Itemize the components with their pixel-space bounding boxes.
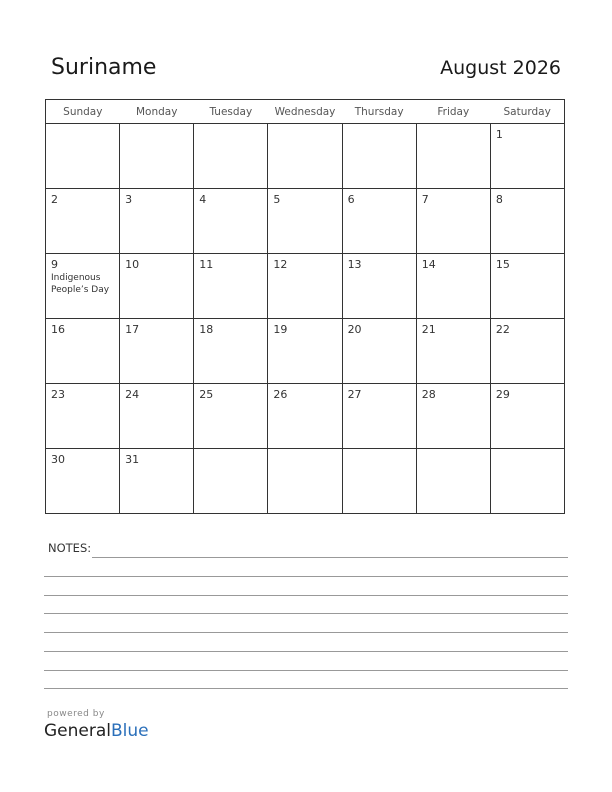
calendar-week-row	[46, 254, 565, 319]
day-number: 7	[421, 193, 429, 206]
day-number: 9	[51, 258, 58, 271]
calendar-day-cell	[120, 449, 194, 514]
notes-line	[92, 557, 568, 558]
day-cell-content	[46, 124, 119, 188]
day-cell-content	[268, 124, 341, 188]
weekday-sunday: Sunday	[46, 100, 120, 124]
calendar-day-cell	[490, 254, 564, 319]
calendar-day-cell	[46, 319, 120, 384]
calendar-day-cell	[194, 319, 268, 384]
brand-blue: Blue	[111, 721, 149, 741]
notes-line	[44, 576, 568, 577]
notes-line	[44, 688, 568, 689]
calendar-day-cell	[120, 189, 194, 254]
weekday-tuesday: Tuesday	[194, 100, 268, 124]
calendar-day-cell	[46, 384, 120, 449]
day-cell-content	[194, 124, 267, 188]
day-cell-content	[268, 319, 341, 383]
calendar-week-row	[46, 124, 565, 189]
day-cell-content	[343, 189, 416, 253]
calendar-day-cell	[194, 384, 268, 449]
calendar-day-cell	[46, 189, 120, 254]
day-cell-content	[268, 254, 341, 318]
calendar-day-cell	[416, 124, 490, 189]
day-cell-content	[194, 449, 267, 513]
weekday-thursday: Thursday	[342, 100, 416, 124]
calendar-day-cell	[342, 254, 416, 319]
calendar-day-cell	[268, 189, 342, 254]
day-cell-content	[491, 189, 564, 253]
day-cell-content	[343, 124, 416, 188]
powered-by-text: powered by	[47, 709, 105, 719]
notes-label: NOTES:	[48, 541, 92, 555]
calendar-day-cell	[194, 189, 268, 254]
day-number: 11	[199, 258, 214, 271]
day-number: 26	[273, 388, 288, 401]
day-number: 20	[347, 323, 362, 336]
notes-line	[44, 595, 568, 596]
brand-logo[interactable]	[44, 721, 149, 741]
calendar-day-cell	[342, 384, 416, 449]
day-number: 28	[421, 388, 436, 401]
day-number: 16	[51, 323, 65, 336]
calendar-day-cell	[490, 449, 564, 514]
calendar-day-cell	[416, 254, 490, 319]
day-number: 12	[273, 258, 288, 271]
day-number: 17	[125, 323, 140, 336]
day-number: 13	[347, 258, 362, 271]
day-number: 5	[273, 193, 281, 206]
calendar-day-cell	[268, 319, 342, 384]
brand-general: General	[44, 721, 111, 741]
calendar-day-cell	[268, 124, 342, 189]
day-cell-content	[343, 319, 416, 383]
day-cell-content	[491, 254, 564, 318]
calendar-body	[46, 124, 565, 514]
calendar-day-cell	[46, 124, 120, 189]
notes-line	[44, 670, 568, 671]
calendar-day-cell	[490, 384, 564, 449]
calendar-day-cell	[268, 449, 342, 514]
calendar-day-cell	[194, 254, 268, 319]
calendar-day-cell	[490, 189, 564, 254]
calendar-week-row	[46, 449, 565, 514]
day-number: 27	[347, 388, 362, 401]
day-cell-content	[120, 319, 193, 383]
day-cell-content	[46, 189, 119, 253]
day-cell-content	[417, 189, 490, 253]
calendar-day-cell	[194, 449, 268, 514]
day-number: 3	[125, 193, 133, 206]
day-number: 10	[125, 258, 140, 271]
day-number: 4	[199, 193, 207, 206]
day-cell-content	[120, 189, 193, 253]
day-cell-content	[46, 449, 119, 513]
calendar-day-cell	[342, 319, 416, 384]
day-cell-content	[343, 384, 416, 448]
calendar-day-cell	[342, 189, 416, 254]
day-cell-content	[343, 449, 416, 513]
calendar-day-cell	[46, 449, 120, 514]
calendar-day-cell	[342, 449, 416, 514]
calendar-day-cell	[416, 384, 490, 449]
holiday-label: Indigenous People’s Day	[51, 273, 110, 295]
day-number: 1	[495, 128, 503, 141]
day-cell-content	[417, 254, 490, 318]
day-number: 18	[199, 323, 214, 336]
weekday-wednesday: Wednesday	[268, 100, 342, 124]
calendar-week-row	[46, 384, 565, 449]
notes-line	[44, 632, 568, 633]
day-cell-content	[46, 384, 119, 448]
day-number: 30	[51, 453, 65, 466]
calendar-day-cell	[416, 319, 490, 384]
day-cell-content	[120, 384, 193, 448]
day-number: 8	[495, 193, 503, 206]
weekday-monday: Monday	[120, 100, 194, 124]
notes-line	[44, 613, 568, 614]
day-number: 21	[421, 323, 436, 336]
calendar-day-cell	[194, 124, 268, 189]
day-cell-content	[343, 254, 416, 318]
day-cell-content	[194, 254, 267, 318]
day-cell-content	[194, 384, 267, 448]
day-cell-content	[120, 124, 193, 188]
day-cell-content	[417, 124, 490, 188]
day-cell-content	[120, 449, 193, 513]
day-cell-content	[194, 319, 267, 383]
calendar-day-cell	[416, 189, 490, 254]
day-number: 19	[273, 323, 288, 336]
day-cell-content	[46, 319, 119, 383]
day-cell-content	[194, 189, 267, 253]
day-cell-content	[491, 124, 564, 188]
calendar-day-cell	[120, 319, 194, 384]
day-cell-content	[491, 449, 564, 513]
day-number: 23	[51, 388, 65, 401]
day-cell-content	[46, 254, 119, 318]
day-cell-content	[417, 319, 490, 383]
day-cell-content	[268, 449, 341, 513]
day-cell-content	[268, 384, 341, 448]
calendar-day-cell	[490, 319, 564, 384]
calendar-day-cell	[46, 254, 120, 319]
calendar-day-cell	[120, 254, 194, 319]
calendar-week-row	[46, 319, 565, 384]
notes-line	[44, 651, 568, 652]
calendar-grid	[45, 99, 565, 514]
calendar-day-cell	[490, 124, 564, 189]
day-cell-content	[491, 384, 564, 448]
calendar-day-cell	[342, 124, 416, 189]
day-cell-content	[417, 449, 490, 513]
weekday-header-row	[46, 100, 565, 124]
day-number: 25	[199, 388, 214, 401]
month-year-title: August 2026	[440, 57, 561, 79]
calendar-day-cell	[120, 384, 194, 449]
day-number: 22	[495, 323, 510, 336]
day-number: 6	[347, 193, 355, 206]
day-number: 14	[421, 258, 436, 271]
day-number: 2	[51, 193, 58, 206]
calendar-week-row	[46, 189, 565, 254]
calendar-day-cell	[268, 254, 342, 319]
weekday-saturday: Saturday	[490, 100, 564, 124]
calendar-day-cell	[416, 449, 490, 514]
day-cell-content	[268, 189, 341, 253]
day-cell-content	[120, 254, 193, 318]
day-number: 29	[495, 388, 510, 401]
country-title: Suriname	[51, 55, 157, 80]
weekday-friday: Friday	[416, 100, 490, 124]
calendar-day-cell	[120, 124, 194, 189]
day-number: 31	[125, 453, 140, 466]
calendar-day-cell	[268, 384, 342, 449]
day-number: 24	[125, 388, 140, 401]
day-cell-content	[491, 319, 564, 383]
day-cell-content	[417, 384, 490, 448]
day-number: 15	[495, 258, 510, 271]
